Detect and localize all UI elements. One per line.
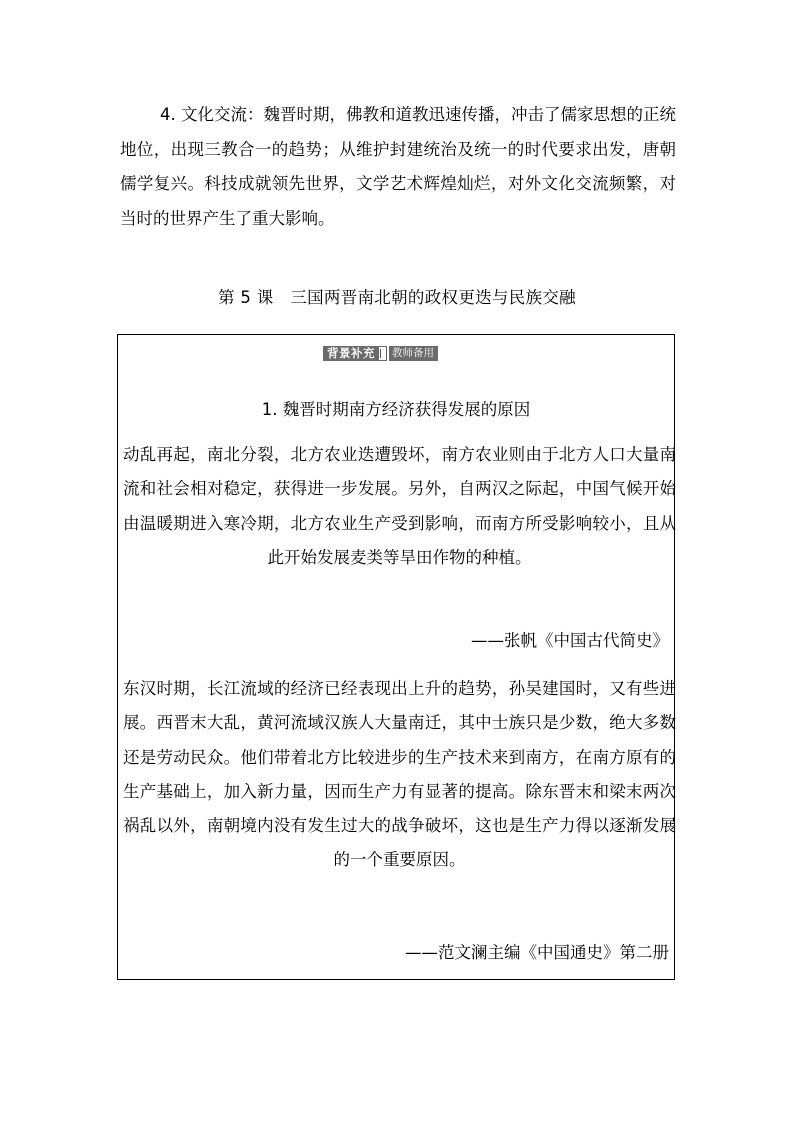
background-supplement-badge bbox=[323, 346, 438, 361]
badge-sublabel: 教师备用 bbox=[389, 346, 438, 361]
book-icon bbox=[378, 346, 387, 361]
quote-source: ——张帆《中国古代简史》 bbox=[471, 631, 669, 650]
lesson-title: 第 5 课 三国两晋南北朝的政权更迭与民族交融 bbox=[218, 288, 576, 307]
badge-label: 背景补充 bbox=[323, 346, 378, 361]
quote-paragraph: 动乱再起，南北分裂，北方农业迭遭毁坏，南方农业则由于北方人口大量南流和社会相对稳定，获得进一步发展。另外，自两汉之际起，中国气候开始由温暖期进入寒冷期，北方农业生产受到影响，而南方所受影响较小，且从此开始发展麦类等旱田作物的种植。 bbox=[123, 445, 676, 567]
intro-paragraph: 4. 文化交流：魏晋时期，佛教和道教迅速传播，冲击了儒家思想的正统地位，出现三教合一的趋势；从维护封建统治及统一的时代要求出发，唐朝儒学复兴。科技成就领先世界，文学艺术辉煌灿烂，对外文化交流频繁，对当时的世界产生了重大影响。 bbox=[120, 105, 676, 228]
section-title: 1. 魏晋时期南方经济获得发展的原因 bbox=[261, 400, 531, 419]
quote-source: ——范文澜主编《中国通史》第二册 bbox=[405, 943, 669, 962]
quote-paragraph: 东汉时期，长江流域的经济已经表现出上升的趋势，孙吴建国时，又有些进展。西晋末大乱，黄河流域汉族人大量南迁，其中士族只是少数，绝大多数还是劳动民众。他们带着北方比较进步的生产技术来到南方，在南方原有的生产基础上，加入新力量，因而生产力有显著的提高。除东晋末和梁末两次祸乱以外，南朝境内没有发生过大的战争破坏，这也是生产力得以逐渐发展的一个重要原因。 bbox=[123, 679, 676, 870]
intro-section bbox=[120, 98, 676, 236]
background-supplement-box bbox=[117, 334, 675, 980]
